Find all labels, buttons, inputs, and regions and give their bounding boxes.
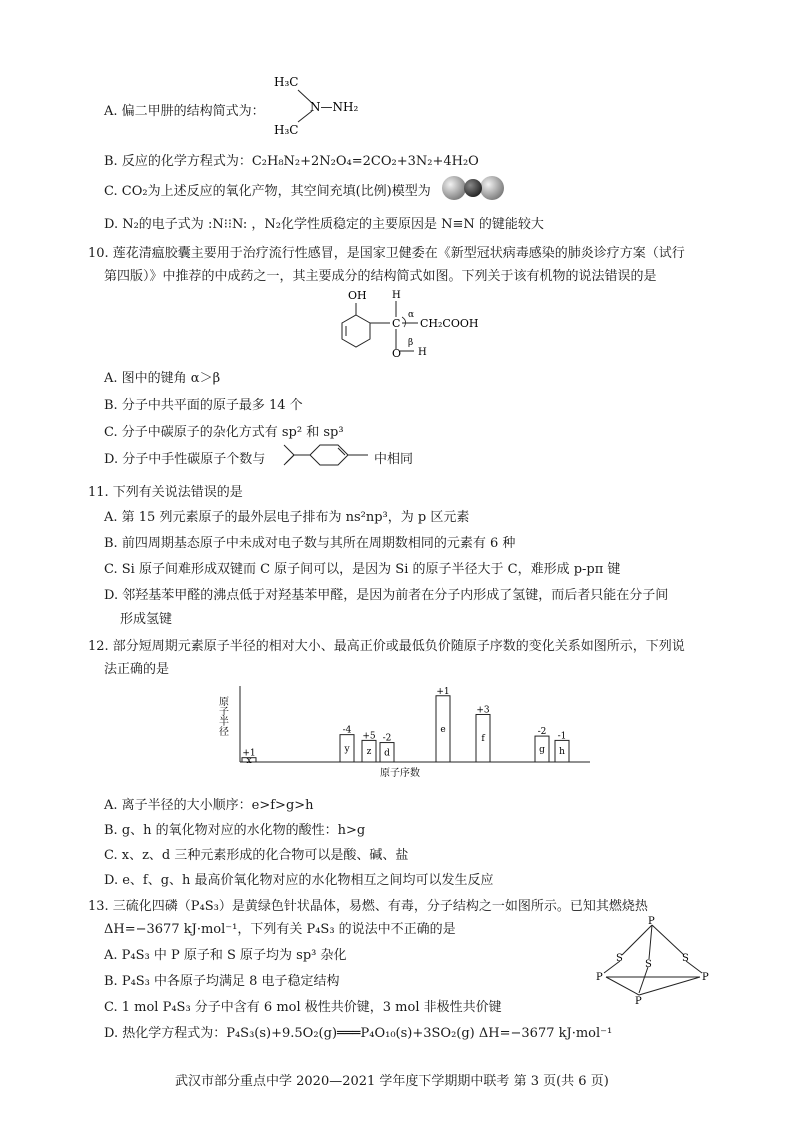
q13-stem-line1: 13. 三硫化四磷（P₄S₃）是黄绿色针状晶体，易燃、有毒，分子结构之一如图所示。已知其燃烧热 xyxy=(88,899,648,914)
bar-label-y: y xyxy=(344,744,350,755)
methyl-bottom: H₃C xyxy=(274,123,299,137)
q10-option-c: C. 分子中碳原子的杂化方式有 sp² 和 sp³ xyxy=(104,425,344,440)
q13-stem-line2: ΔH=−3677 kJ·mol⁻¹，下列有关 P₄S₃ 的说法中不正确的是 xyxy=(104,922,456,937)
q12-option-a: A. 离子半径的大小顺序：e>f>g>h xyxy=(104,798,314,813)
oxygen-label: O xyxy=(392,347,402,360)
valence-label-f: +3 xyxy=(476,705,490,716)
q11-option-b: B. 前四周期基态原子中未成对电子数与其所在周期数相同的元素有 6 种 xyxy=(104,536,516,551)
methyl-top: H₃C xyxy=(274,75,299,89)
q10-structure xyxy=(330,285,490,364)
q9-option-b: B. 反应的化学方程式为：C₂H₈N₂+2N₂O₄=2CO₂+3N₂+4H₂O xyxy=(104,154,479,169)
bar-label-h: h xyxy=(559,747,565,758)
q11-stem: 11. 下列有关说法错误的是 xyxy=(88,485,243,500)
beta-label: β xyxy=(408,338,414,348)
q9-option-c: C. CO₂为上述反应的氧化产物，其空间充填(比例)模型为 xyxy=(104,184,431,199)
chart-xlabel: 原子序数 xyxy=(380,768,420,779)
p-right: P xyxy=(702,972,709,983)
bar-label-f: f xyxy=(481,734,485,745)
valence-label-h: -1 xyxy=(557,731,567,742)
hydrazine-group: N—NH₂ xyxy=(310,100,359,114)
q11-option-d-line2: 形成氢键 xyxy=(120,612,173,627)
p4s3-structure xyxy=(592,913,712,1009)
hydroxyl-label: OH xyxy=(348,289,367,302)
q10-stem-line2: 第四版）》中推荐的中成药之一，其主要成分的结构简式如图。下列关于该有机物的说法错误的是 xyxy=(104,269,657,284)
q11-option-a: A. 第 15 列元素原子的最外层电子排布为 ns²np³，为 p 区元素 xyxy=(104,510,470,525)
bar-label-d: d xyxy=(384,748,390,759)
q11-option-c: C. Si 原子间难形成双键而 C 原子间可以，是因为 Si 的原子半径大于 C，难形成 p-pπ 键 xyxy=(104,562,621,577)
radius-valence-chart xyxy=(216,682,600,779)
q10-option-b: B. 分子中共平面的原子最多 14 个 xyxy=(104,398,303,413)
p-left: P xyxy=(596,972,603,983)
q10-option-d-suffix: 中相同 xyxy=(374,452,414,467)
q10-stem-line1: 10. 莲花清瘟胶囊主要用于治疗流行性感冒，是国家卫健委在《新型冠状病毒感染的肺炎诊疗方案（试行 xyxy=(88,246,685,261)
q9-structure-dimethylhydrazine xyxy=(266,70,376,144)
q12-chart xyxy=(216,682,600,782)
s-middle: S xyxy=(645,959,652,970)
bar-label-z: z xyxy=(366,747,372,758)
h-top-label: H xyxy=(392,290,401,301)
valence-label-z: +5 xyxy=(362,731,376,742)
q10-option-a: A. 图中的键角 α＞β xyxy=(104,371,221,386)
valence-label-d: -2 xyxy=(382,733,392,744)
q13-option-a: A. P₄S₃ 中 P 原子和 S 原子均为 sp³ 杂化 xyxy=(104,948,347,963)
bar-label-e: e xyxy=(440,724,446,735)
q12-option-c: C. x、z、d 三种元素形成的化合物可以是酸、碱、盐 xyxy=(104,848,409,863)
bar-label-g: g xyxy=(539,745,545,756)
co2-space-filling-model xyxy=(440,175,506,205)
q13-option-d: D. 热化学方程式为：P₄S₃(s)+9.5O₂(g)═══P₄O₁₀(s)+3SO₂(g) ΔH=−3677 kJ·mol⁻¹ xyxy=(104,1026,613,1041)
s-left: S xyxy=(616,953,623,964)
p-top: P xyxy=(648,916,655,927)
page-footer: 武汉市部分重点中学 2020—2021 学年度下学期期中联考 第 3 页(共 6 页) xyxy=(175,1074,609,1089)
q13-option-c: C. 1 mol P₄S₃ 分子中含有 6 mol 极性共价键，3 mol 非极性共价键 xyxy=(104,1000,502,1015)
q10-option-d-prefix: D. 分子中手性碳原子个数与 xyxy=(104,452,266,467)
limonene-structure xyxy=(282,441,372,473)
q13-option-b: B. P₄S₃ 中各原子均满足 8 电子稳定结构 xyxy=(104,974,340,989)
chart-ylabel: 原子半径 xyxy=(216,696,228,736)
valence-label-y: -4 xyxy=(342,725,352,736)
q12-stem-line1: 12. 部分短周期元素原子半径的相对大小、最高正价或最低负价随原子序数的变化关系如图所示，下列说 xyxy=(88,639,685,654)
s-right: S xyxy=(682,953,689,964)
valence-label-e: +1 xyxy=(436,686,450,697)
p-bottom: P xyxy=(635,996,642,1007)
bar-label-x: x xyxy=(246,755,252,766)
q9-option-a: A. 偏二甲肼的结构简式为： xyxy=(104,104,265,119)
q12-stem-line2: 法正确的是 xyxy=(104,662,170,677)
q11-option-d-line1: D. 邻羟基苯甲醛的沸点低于对羟基苯甲醛，是因为前者在分子内形成了氢键，而后者只能在分子间 xyxy=(104,588,669,603)
ch2cooh-label: CH₂COOH xyxy=(420,317,479,330)
q12-option-b: B. g、h 的氧化物对应的水化物的酸性：h>g xyxy=(104,823,366,838)
valence-label-g: -2 xyxy=(537,727,547,738)
h-bottom-label: H xyxy=(418,347,427,358)
q9-option-d: D. N₂的电子式为 :N⁝⁝N: ，N₂化学性质稳定的主要原因是 N≡N 的键能较大 xyxy=(104,217,544,232)
central-carbon: C xyxy=(392,317,401,330)
alpha-label: α xyxy=(408,310,415,320)
valence-label-x: +1 xyxy=(242,748,256,759)
q12-option-d: D. e、f、g、h 最高价氧化物对应的水化物相互之间均可以发生反应 xyxy=(104,873,494,888)
